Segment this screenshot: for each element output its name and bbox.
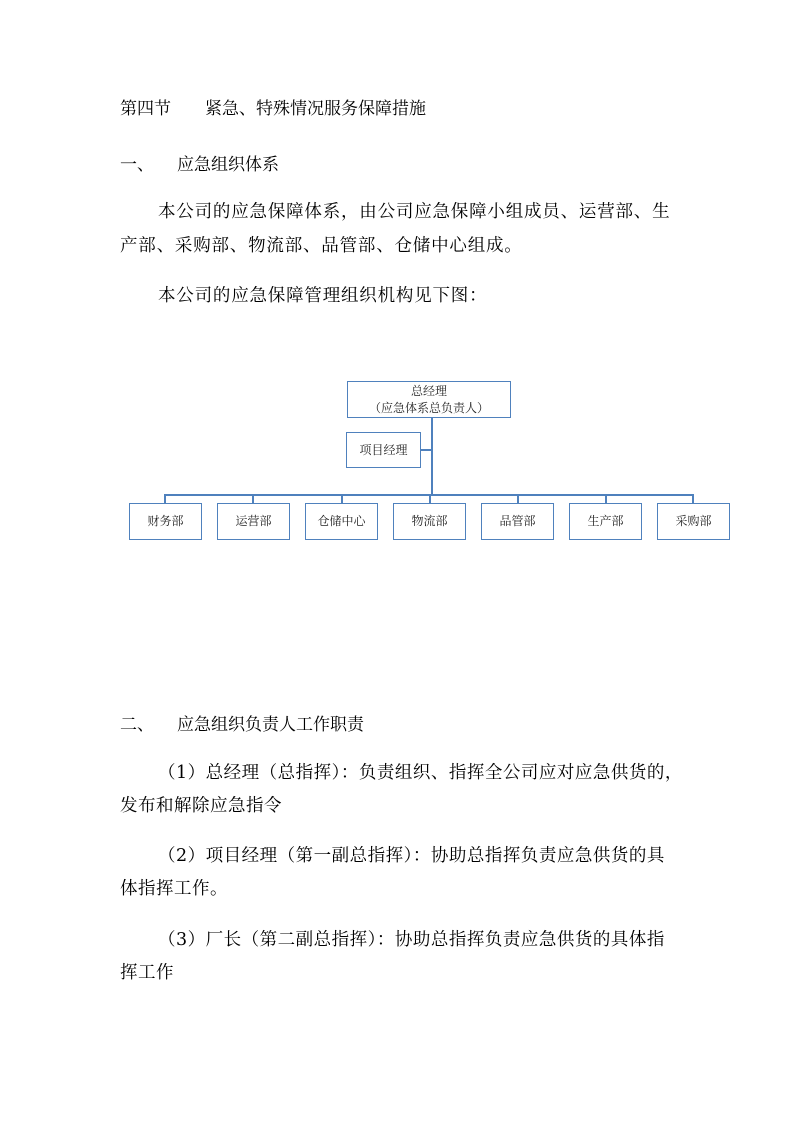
part2-number: 二、 bbox=[120, 715, 154, 735]
node-title: 财务部 bbox=[147, 514, 184, 529]
node-title: 物流部 bbox=[411, 514, 448, 529]
org-node-department bbox=[393, 503, 466, 540]
org-node-project-manager bbox=[346, 432, 421, 468]
section-title: 紧急、特殊情况服务保障措施 bbox=[205, 99, 426, 119]
connector-line bbox=[420, 449, 432, 451]
node-title: 仓储中心 bbox=[317, 514, 366, 529]
org-node-general-manager bbox=[347, 381, 511, 418]
part1-title: 应急组织体系 bbox=[177, 155, 279, 175]
org-node-department bbox=[569, 503, 642, 540]
duty-line: （1）总经理（总指挥）：负责组织、指挥全公司应对应急供货的， bbox=[158, 763, 683, 783]
node-title: 品管部 bbox=[499, 514, 536, 529]
duty-line: （3）厂长（第二副总指挥）：协助总指挥负责应急供货的具体指 bbox=[158, 930, 665, 950]
part1-number: 一、 bbox=[120, 155, 154, 175]
paragraph-line: 产部、采购部、物流部、品管部、仓储中心组成。 bbox=[120, 236, 523, 256]
org-node-department bbox=[129, 503, 202, 540]
org-node-department bbox=[305, 503, 378, 540]
duty-line: 挥工作 bbox=[120, 963, 174, 983]
part2-title: 应急组织负责人工作职责 bbox=[177, 715, 364, 735]
org-node-department bbox=[217, 503, 290, 540]
node-title: 生产部 bbox=[587, 514, 624, 529]
org-node-department bbox=[657, 503, 730, 540]
node-subtitle: （应急体系总负责人） bbox=[368, 400, 489, 415]
paragraph-line: 本公司的应急保障管理组织机构见下图： bbox=[158, 286, 488, 306]
org-node-department bbox=[481, 503, 554, 540]
node-title: 采购部 bbox=[675, 514, 712, 529]
node-title: 项目经理 bbox=[359, 442, 408, 457]
node-title: 运营部 bbox=[235, 514, 272, 529]
duty-line: 发布和解除应急指令 bbox=[120, 796, 282, 816]
node-title: 总经理 bbox=[410, 383, 447, 398]
section-number: 第四节 bbox=[120, 99, 171, 119]
paragraph-line: 本公司的应急保障体系，由公司应急保障小组成员、运营部、生 bbox=[158, 202, 671, 222]
duty-line: 体指挥工作。 bbox=[120, 879, 228, 899]
duty-line: （2）项目经理（第一副总指挥）：协助总指挥负责应急供货的具 bbox=[158, 846, 665, 866]
connector-line bbox=[431, 417, 433, 496]
